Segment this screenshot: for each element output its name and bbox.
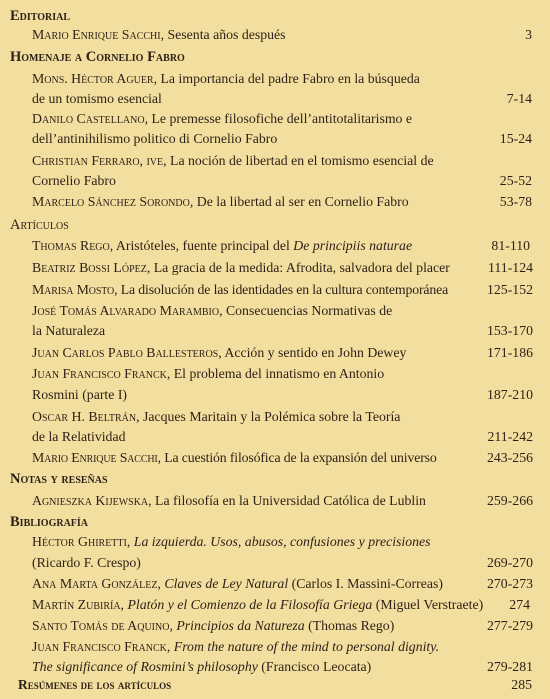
entry-author: Mons. Héctor Aguer bbox=[32, 71, 154, 86]
toc-entry-continued[interactable] bbox=[0, 88, 550, 110]
toc-entry[interactable] bbox=[0, 279, 550, 301]
entry-pages: 53-78 bbox=[499, 194, 532, 209]
entry-author: Mario Enrique Sacchi bbox=[32, 27, 161, 42]
entry-pages: 269-270 bbox=[487, 555, 533, 570]
entry-author: Agnieszka Kijewska bbox=[32, 493, 149, 508]
section-title: Artículos bbox=[10, 217, 69, 233]
entry-title-italic: From the nature of the mind to personal dignity. bbox=[173, 639, 440, 654]
entry-author: Mario Enrique Sacchi bbox=[32, 450, 158, 465]
entry-pages: 274 bbox=[509, 597, 530, 612]
entry-pages: 15-24 bbox=[499, 131, 532, 146]
entry-pages: 111-124 bbox=[488, 260, 533, 275]
entry-title: , Le premesse filosofiche dell’antitotalitarismo e bbox=[144, 111, 413, 126]
entry-title: , Acción y sentido en John Dewey bbox=[218, 345, 407, 360]
entry-text: Héctor Ghiretti, La izquierda. Usos, abusos, confusiones y precisiones bbox=[32, 534, 431, 549]
entry-author: Juan Carlos Pablo Ballesteros bbox=[32, 345, 219, 360]
entry-text bbox=[32, 68, 420, 90]
entry-title: , Consecuencias Normativas de bbox=[219, 303, 393, 318]
entry-text: Juan Francisco Franck, From the nature of the mind to personal dignity. bbox=[32, 639, 440, 654]
toc-entry[interactable] bbox=[0, 490, 550, 512]
entry-pages: 7-14 bbox=[506, 91, 532, 106]
entry-title-italic: La izquierda. Usos, abusos, confusiones y precisiones bbox=[133, 534, 431, 549]
entry-pages: 211-242 bbox=[487, 429, 533, 444]
toc-entry[interactable] bbox=[0, 108, 550, 130]
entry-text bbox=[32, 300, 392, 322]
entry-pages: 81-110 bbox=[491, 238, 530, 253]
toc-entry[interactable] bbox=[0, 24, 550, 46]
entry-text bbox=[32, 342, 406, 364]
entry-title: , Jacques Maritain y la Polémica sobre la Teoría bbox=[136, 409, 401, 424]
entry-text: Martín Zubiría, Platón y el Comienzo de la Filosofía Griega (Miguel Verstraete) bbox=[32, 597, 484, 612]
entry-text bbox=[32, 191, 409, 213]
toc-entry[interactable] bbox=[0, 150, 550, 172]
entry-reviewer: (Francisco Leocata) bbox=[257, 659, 372, 674]
entry-title: , De la libertad al ser en Cornelio Fabro bbox=[189, 194, 409, 209]
entry-author: Ana Marta González bbox=[32, 576, 158, 591]
entry-title-italic: De principiis naturae bbox=[293, 238, 413, 253]
entry-title: la Naturaleza bbox=[32, 323, 106, 338]
entry-text bbox=[32, 24, 286, 46]
entry-title: , La gracia de la medida: Afrodita, salvadora del placer bbox=[146, 260, 450, 275]
entry-author: Oscar H. Beltrán bbox=[32, 409, 137, 424]
entry-author: Santo Tomás de Aquino bbox=[32, 618, 170, 633]
entry-reviewer: (Ricardo F. Crespo) bbox=[32, 555, 141, 570]
entry-pages: 285 bbox=[511, 677, 532, 692]
entry-author: Beatriz Bossi López bbox=[32, 260, 147, 275]
entry-title: de la Relatividad bbox=[32, 429, 126, 444]
entry-author: Marisa Mosto bbox=[32, 282, 115, 297]
toc-entry[interactable] bbox=[0, 235, 550, 257]
entry-pages: 187-210 bbox=[487, 387, 533, 402]
toc-entry[interactable] bbox=[0, 531, 550, 553]
toc-entry-continued[interactable] bbox=[0, 170, 550, 192]
entry-title: , Aristóteles, fuente principal del bbox=[109, 238, 294, 253]
section-heading-notas bbox=[0, 468, 550, 490]
toc-entry[interactable] bbox=[0, 615, 550, 637]
entry-title: Rosmini (parte I) bbox=[32, 387, 128, 402]
toc-entry[interactable] bbox=[0, 300, 550, 322]
section-title: Resúmenes de los artículos bbox=[18, 677, 172, 692]
entry-text bbox=[32, 235, 412, 257]
entry-pages: 279-281 bbox=[487, 659, 533, 674]
entry-pages: 3 bbox=[525, 27, 532, 42]
toc-entry[interactable] bbox=[0, 406, 550, 428]
entry-pages: 259-266 bbox=[487, 493, 533, 508]
section-title: Editorial bbox=[10, 8, 71, 24]
toc-entry-continued[interactable] bbox=[0, 320, 550, 342]
section-heading-resumenes[interactable] bbox=[0, 674, 550, 696]
entry-text bbox=[32, 150, 434, 172]
entry-title: , La noción de libertad en el tomismo esencial de bbox=[163, 153, 434, 168]
entry-pages: 243-256 bbox=[487, 450, 533, 465]
entry-author: Thomas Rego bbox=[32, 238, 110, 253]
entry-title: , La cuestión filosófica de la expansión del universo bbox=[157, 450, 437, 465]
entry-author: Martín Zubiría bbox=[32, 597, 121, 612]
entry-text bbox=[32, 447, 437, 469]
entry-title-italic: Claves de Ley Natural bbox=[164, 576, 289, 591]
entry-title: , El problema del innatismo en Antonio bbox=[166, 366, 385, 381]
section-heading-bibliografia bbox=[0, 511, 550, 533]
entry-title: dell’antinihilismo politico di Cornelio Fabro bbox=[32, 131, 278, 146]
section-title: Notas y reseñas bbox=[10, 471, 108, 487]
toc-entry[interactable] bbox=[0, 594, 550, 616]
entry-title-italic: The significance of Rosmini’s philosophy bbox=[32, 659, 258, 674]
entry-reviewer: (Thomas Rego) bbox=[304, 618, 395, 633]
entry-title-italic: Principios da Natureza bbox=[176, 618, 305, 633]
entry-author: José Tomás Alvarado Marambio bbox=[32, 303, 220, 318]
toc-entry[interactable] bbox=[0, 447, 550, 469]
toc-entry-continued[interactable] bbox=[0, 426, 550, 448]
section-title: Bibliografía bbox=[10, 514, 89, 530]
entry-pages: 153-170 bbox=[487, 323, 533, 338]
entry-text bbox=[32, 257, 450, 279]
toc-entry[interactable] bbox=[0, 191, 550, 213]
toc-entry-continued[interactable] bbox=[0, 128, 550, 150]
section-heading-homenaje bbox=[0, 46, 550, 68]
toc-entry[interactable] bbox=[0, 342, 550, 364]
entry-text bbox=[32, 363, 384, 385]
entry-text bbox=[32, 108, 412, 130]
toc-entry[interactable] bbox=[0, 636, 550, 658]
toc-entry-continued[interactable] bbox=[0, 384, 550, 406]
entry-pages: 171-186 bbox=[487, 345, 533, 360]
entry-reviewer: (Miguel Verstraete) bbox=[372, 597, 484, 612]
entry-text: Ana Marta González, Claves de Ley Natural (Carlos I. Massini-Correas) bbox=[32, 576, 443, 591]
entry-title: , La filosofía en la Universidad Católica de Lublin bbox=[148, 493, 426, 508]
entry-title: , La importancia del padre Fabro en la búsqueda bbox=[153, 71, 420, 86]
entry-title: , Sesenta años después bbox=[160, 27, 286, 42]
entry-title: , La disolución de las identidades en la cultura contemporánea bbox=[114, 282, 449, 297]
entry-text bbox=[32, 406, 400, 428]
toc-entry[interactable] bbox=[0, 573, 550, 595]
entry-title: Cornelio Fabro bbox=[32, 173, 116, 188]
entry-pages: 270-273 bbox=[487, 576, 533, 591]
entry-text bbox=[32, 490, 426, 512]
entry-author: Christian Ferraro, ive bbox=[32, 153, 164, 168]
entry-author: Danilo Castellano bbox=[32, 111, 145, 126]
section-title: Homenaje a Cornelio Fabro bbox=[10, 49, 185, 65]
toc-entry[interactable] bbox=[0, 68, 550, 90]
entry-text bbox=[32, 279, 448, 301]
entry-author: Héctor Ghiretti bbox=[32, 534, 127, 549]
toc-entry[interactable] bbox=[0, 257, 550, 279]
entry-pages: 277-279 bbox=[487, 618, 533, 633]
entry-title-italic: Platón y el Comienzo de la Filosofía Griega bbox=[127, 597, 373, 612]
entry-pages: 125-152 bbox=[487, 282, 533, 297]
toc-entry[interactable] bbox=[0, 363, 550, 385]
entry-author: Marcelo Sánchez Sorondo bbox=[32, 194, 190, 209]
toc-entry-continued[interactable] bbox=[0, 552, 550, 574]
section-heading-articulos bbox=[0, 214, 550, 236]
entry-author: Juan Francisco Franck bbox=[32, 639, 167, 654]
entry-author: Juan Francisco Franck bbox=[32, 366, 167, 381]
entry-title: de un tomismo esencial bbox=[32, 91, 162, 106]
entry-text: Santo Tomás de Aquino, Principios da Natureza (Thomas Rego) bbox=[32, 618, 395, 633]
entry-reviewer: (Carlos I. Massini-Correas) bbox=[288, 576, 443, 591]
entry-pages: 25-52 bbox=[499, 173, 532, 188]
